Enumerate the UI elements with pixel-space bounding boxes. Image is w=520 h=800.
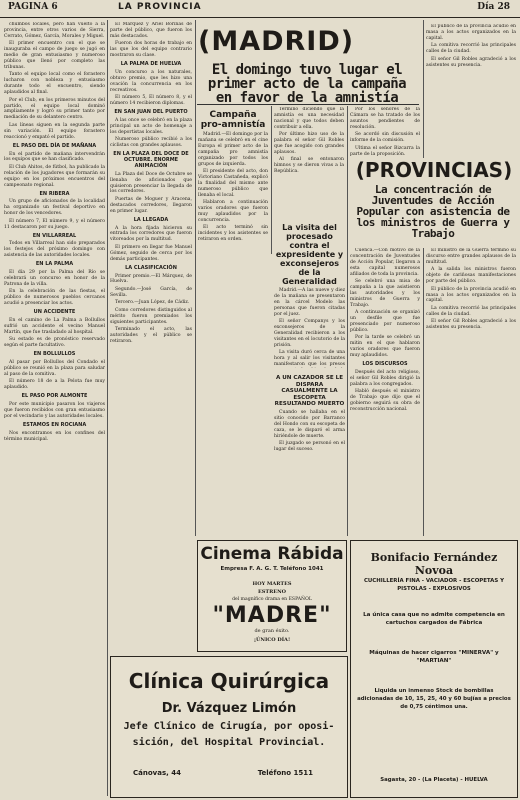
- paragraph: Habló después el ministro de Trabajo que dijo que el gobierno seguirá su obra de reconstrucción nacional.: [350, 389, 420, 413]
- subheading: EL PASO DEL DÍA DE MAÑANA: [12, 142, 97, 149]
- hunter-article: [274, 372, 345, 534]
- paragraph: Terminado el acto, las autoridades y el público se retiraron.: [110, 327, 192, 344]
- shop-line-3: Liquida un inmenso Stock de bombillas adicionadas de 10, 15, 25, 40 y 60 bujías a precios de 0,75 céntimos una.: [357, 688, 511, 710]
- paragraph: En el partido de mañana intervendrán los equipos que se han clasificado.: [4, 151, 105, 163]
- cinema-ad: [197, 540, 347, 652]
- madrid-headline: El domingo tuvo lugar el primer acto de la campaña en favor de la amnistía: [207, 62, 407, 106]
- paragraph: La comitiva recorrió las principales calles de la ciudad.: [426, 305, 516, 317]
- paragraph: El primero en llegar fue Manuel Gómez, seguido de cerca por los demás participantes.: [110, 244, 192, 262]
- paragraph: Madrid.—A las nueve y diez de la mañana se presentaron en la cárcel Modelo las personas que fueron citadas por el juez.: [274, 288, 345, 317]
- paragraph: Por los señores de la Cámara se ha tratado de los asuntos pendientes de resolución.: [350, 107, 420, 130]
- paragraph: La visita duró cerca de una hora y al salir los visitantes manifestaron que los presos: [274, 350, 345, 368]
- subheading: EN VILLARREAL: [32, 232, 77, 239]
- shop-address: Sagasta, 20 - (La Placeta) - HUELVA: [380, 777, 488, 783]
- paragraph: El señor Gil Robles agradeció a los asistentes su presencia.: [426, 56, 516, 68]
- column-rule: [195, 20, 196, 536]
- paragraph: La Plaza del Doce de Octubre se llenaba de aficionados que quisieron presenciar la llegada de los corredores.: [110, 171, 192, 195]
- amnesty-article: [198, 107, 268, 255]
- paragraph: Se celebró una misa de campaña a la que asistieron las autoridades y los ministros de Guerra y Trabajo.: [350, 279, 420, 308]
- paragraph: A las once se celebró en la plaza principal un acto de homenaje a los deportistas locales.: [110, 117, 192, 135]
- paragraph: Ultima el señor Bizcarra la parte de la proposición.: [350, 145, 420, 157]
- paragraph: Un grupo de aficionados de la localidad ha organizado un festival deportivo en honor de los vencedores.: [4, 199, 105, 217]
- clinic-phone: Teléfono 1511: [257, 769, 313, 777]
- paragraph: chumbos locales, pero han vuelto a la provincia, entre otros varios de Sierra, Cerrato, Gómez, García, Morales y Miguel.: [4, 22, 105, 39]
- subheading: LA PALMA DE HUELVA: [120, 61, 182, 68]
- paragraph: Segundo.—José García, de Sevilla.: [110, 286, 192, 298]
- paragraph: El ministro de la Guerra terminó su discurso entre grandes aplausos de la multitud.: [426, 248, 516, 265]
- paragraph: Al final se entonaron himnos y se dieron vivas a la República.: [274, 157, 344, 175]
- cinema-title: Cinema Rábida: [200, 544, 344, 564]
- session-column: [350, 107, 420, 157]
- paragraph: El Club Ahitos, de fútbol, ha publicado la relación de los jugadores que formarán su equipo en los próximos encuentros del campeonato regional.: [4, 164, 105, 188]
- cinema-only: ¡ÚNICO DÍA!: [253, 637, 291, 643]
- top-right-column: [426, 24, 516, 156]
- paragraph: Como corredores distinguidos al mérito fueron premiados los siguientes participantes.: [110, 307, 192, 325]
- generalidad-article: [274, 220, 345, 368]
- column-rule: [107, 20, 108, 796]
- page-number: PAGINA 6: [8, 2, 58, 12]
- paragraph: Hablaron a continuación varios oradores que fueron muy aplaudidos por la concurrencia.: [198, 200, 268, 223]
- paragraph: Por último hizo uso de la palabra el señor Gil Robles que fue acogido con grandes aplausos.: [274, 132, 344, 155]
- cinema-film-intro: del magnífico drama en ESPAÑOL: [232, 597, 312, 602]
- clinic-line-2: sición, del Hospital Provincial.: [132, 737, 326, 748]
- cinema-phone: Empresa F. A. G. T. Teléfono 1041: [220, 566, 324, 572]
- paragraph: Un concurso a los naturales, obtuvo premio, que les hizo una ovación la concurrencia en los recreativos.: [110, 69, 192, 93]
- paragraph: En el camino de La Palma a Bollullos sufrió un accidente el vecino Manuel Martín, que fue trasladado al hospital.: [4, 318, 105, 335]
- subheading: EN SAN JUAN DEL PUERTO: [114, 108, 188, 115]
- amnesty-continuation: [274, 107, 344, 217]
- article-title: A UN CAZADOR SE LE DISPARA CASUALMENTE LA ESCOPETA RESULTANDO MUERTO: [274, 375, 345, 408]
- paragraph: Fueron dos horas de trabajo en las que los del equipo contrario mostraron su clase.: [110, 41, 192, 59]
- paragraph: Todos en Villarreal han sido preparados los festejos del próximo domingo con asistencia de las autoridades locales.: [4, 241, 105, 259]
- paragraph: Tanto el equipo local como el forastero lucharon con nobleza y entusiasmo durante todo el encuentro, siendo aplaudidos al final.: [4, 72, 105, 96]
- paragraph: A la salida los ministros fueron objeto de cariñosas manifestaciones por parte del público.: [426, 267, 516, 285]
- subheading: LA LLEGADA: [133, 216, 169, 223]
- paragraph: Terminó diciendo que la amnistía es una necesidad nacional y que todos deben contribuir a ella.: [274, 107, 344, 130]
- paragraph: A continuación se organizó un desfile que fue presenciado por numeroso público.: [350, 310, 420, 333]
- paragraph: El primer encuentro con el que se inauguraba el campo de juego se jugó en medio de gran entusiasmo y numeroso público que llenó por completo las tribunas.: [4, 41, 105, 70]
- subheading: EL PASO POR ALMONTE: [21, 393, 88, 400]
- paragraph: A la hora fijada hicieron su entrada los corredores que fueron vitoreados por la multitud.: [110, 225, 192, 243]
- paragraph: Por este municipio pasaron los viajeros que fueron recibidos con gran entusiasmo por el vecindario y las autoridades locales.: [4, 402, 105, 419]
- paragraph: Cuando se hallaba en el sitio conocido por Barranco del Hondo con su escopeta de caza, se le disparó el arma hiriéndole de muerte.: [274, 409, 345, 439]
- madrid-kicker: (MADRID): [198, 26, 355, 57]
- paragraph: Después del acto religioso, el señor Gil Robles dirigió la palabra a los congregados.: [350, 370, 420, 387]
- provincias-kicker: (PROVINCIAS): [355, 158, 513, 182]
- paragraph: Numeroso público recibió a los ciclistas con grandes aplausos.: [110, 137, 192, 149]
- paragraph: Tercero.—Juan López, de Cádiz.: [115, 300, 190, 306]
- paragraph: Las líneas siguen en la segunda parte sin variación. El equipo forastero reaccionó y empató el partido.: [4, 122, 105, 140]
- clinic-title: Clínica Quirúrgica: [128, 669, 330, 693]
- column-rule: [423, 20, 424, 158]
- provincias-article: [350, 248, 420, 533]
- shop-line-2: Máquinas de hacer cigarros "MINERVA" y "MARTIAN": [369, 650, 499, 664]
- cinema-estreno: ESTRENO: [257, 589, 287, 595]
- paragraph: El juzgado se personó en el lugar del suceso.: [274, 441, 345, 452]
- shop-products: CUCHILLERÍA FINA - VACIADOR - ESCOPETAS Y PISTOLAS - EXPLOSIVOS: [363, 578, 505, 592]
- shop-title: Bonifacio Fernández Novoa: [370, 551, 498, 577]
- shop-ad: [350, 540, 518, 798]
- publication-name: LA PROVINCIA: [118, 2, 202, 12]
- subheading: ESTAMOS EN ROCIANA: [22, 421, 87, 428]
- page-header: [0, 0, 520, 18]
- subheading: EN LA PLAZA DEL DOCE DE OCTUBRE. ENORME ANIMACIÓN: [113, 151, 189, 169]
- paragraph: El público de la provincia acudió en masa a los actos organizados en la capital.: [426, 286, 516, 304]
- paragraph: El señor Companys y los exconsejeros de la Generalidad recibieron a los visitantes en el locutorio de la prisión.: [274, 319, 345, 348]
- column-rule: [423, 248, 424, 536]
- subheading: LOS DISCURSOS: [362, 361, 408, 368]
- paragraph: Por el Club, en los primeros minutos del partido, el equipo local dominó ampliamente y logró su primer tanto por mediación de su delantero centro.: [4, 97, 105, 121]
- article-title: La visita del procesado contra el expresidente y exconsejeros de la Generalidad: [275, 223, 344, 286]
- headline-rule: [197, 104, 419, 105]
- paragraph: Al pasar por Bollullos del Condado el público se reunió en la plaza para saludar al paso de la comitiva.: [4, 360, 105, 377]
- subheading: EN LA PALMA: [35, 261, 74, 268]
- paragraph: Se acordó sin discusión el informe de la comisión.: [350, 132, 420, 144]
- clinic-address: Cánovas, 44: [133, 769, 181, 777]
- paragraph: El presidente del acto, don Victoriano Castañeda, explicó la finalidad del mismo ante numeroso público que llenaba el local.: [198, 169, 268, 198]
- cinema-today: HOY MARTES: [252, 581, 292, 587]
- clinic-doctor: Dr. Vázquez Limón: [161, 701, 297, 716]
- clinic-line-1: Jefe Clínico de Cirugía, por oposi-: [123, 721, 335, 732]
- clinic-ad: [110, 656, 348, 798]
- paragraph: El señor Gil Robles agradeció a los asistentes su presencia.: [426, 319, 516, 331]
- paragraph: En la celebración de las fiestas, el público de numerosos pueblos cercanos acudió a presenciar los actos.: [4, 289, 105, 307]
- cinema-film-title: "MADRE": [212, 603, 332, 628]
- page-date: Día 28: [477, 2, 510, 12]
- provincias-headline: La concentración de Juventudes de Acción Popular con asistencia de los ministros de Guerra y Trabajo: [356, 183, 510, 240]
- paragraph: Cuenca.—Con motivo de la concentración de Juventudes de Acción Popular, llegaron a esta capital numerosos afiliados de toda la provincia.: [350, 248, 420, 277]
- paragraph: Primer premio.—El Márquez, de Huelva.: [110, 273, 192, 285]
- article-title: Campaña pro-amnistía: [200, 110, 266, 130]
- subheading: EN BOLLULLOS: [33, 351, 76, 358]
- paragraph: Madrid.—El domingo por la mañana se celebró en el cine Europa el primer acto de la campaña pro amnistía organizado por todos los grupos de izquierda.: [198, 132, 268, 167]
- subheading: UN ACCIDENTE: [33, 309, 76, 316]
- paragraph: Su estado es de pronóstico reservado según el parte facultativo.: [4, 337, 105, 349]
- paragraph: El público de la provincia acudió en masa a los actos organizados en la capital.: [426, 24, 516, 41]
- paragraph: Por la tarde se celebró un mitin en el que hablaron varios oradores que fueron muy aplaudidos.: [350, 335, 420, 359]
- paragraph: El número 18 de a la Pelota fue muy aplaudido.: [4, 379, 105, 391]
- subheading: LA CLASIFICACIÓN: [125, 264, 177, 271]
- paragraph: Nos encontramos en los confines del término municipal.: [4, 430, 105, 442]
- paragraph: La comitiva recorrió las principales calles de la ciudad.: [426, 43, 516, 55]
- shop-line-1: La única casa que no admite competencia en cartuchos cargados de Fábrica: [363, 612, 505, 626]
- sports-column-2: [110, 22, 192, 534]
- paragraph: El número 5, El número 8, y el número 14 recibieron diplomas.: [110, 95, 192, 107]
- subheading: EN RIBERA: [39, 190, 70, 197]
- paragraph: Puertas de Moguer y Aracena, destacados corredores, llegaron en primer lugar.: [110, 196, 192, 214]
- cinema-success: de gran éxito.: [254, 628, 290, 634]
- paragraph: El acto terminó sin incidentes y los asistentes se retiraron en orden.: [198, 225, 268, 243]
- provincias-continuation: [426, 248, 516, 533]
- paragraph: El día 29 por la Palma del Río se celebrará un concurso en honor de la Patrona de la villa.: [4, 270, 105, 287]
- paragraph: El número 7, El número 9, y el número 11 destacaron por su juego.: [4, 218, 105, 230]
- sports-column-1: [4, 22, 105, 794]
- paragraph: El Márquez y Ariel Borinas de parte del público, que fueron los más destacados.: [110, 22, 192, 39]
- column-rule: [271, 106, 272, 254]
